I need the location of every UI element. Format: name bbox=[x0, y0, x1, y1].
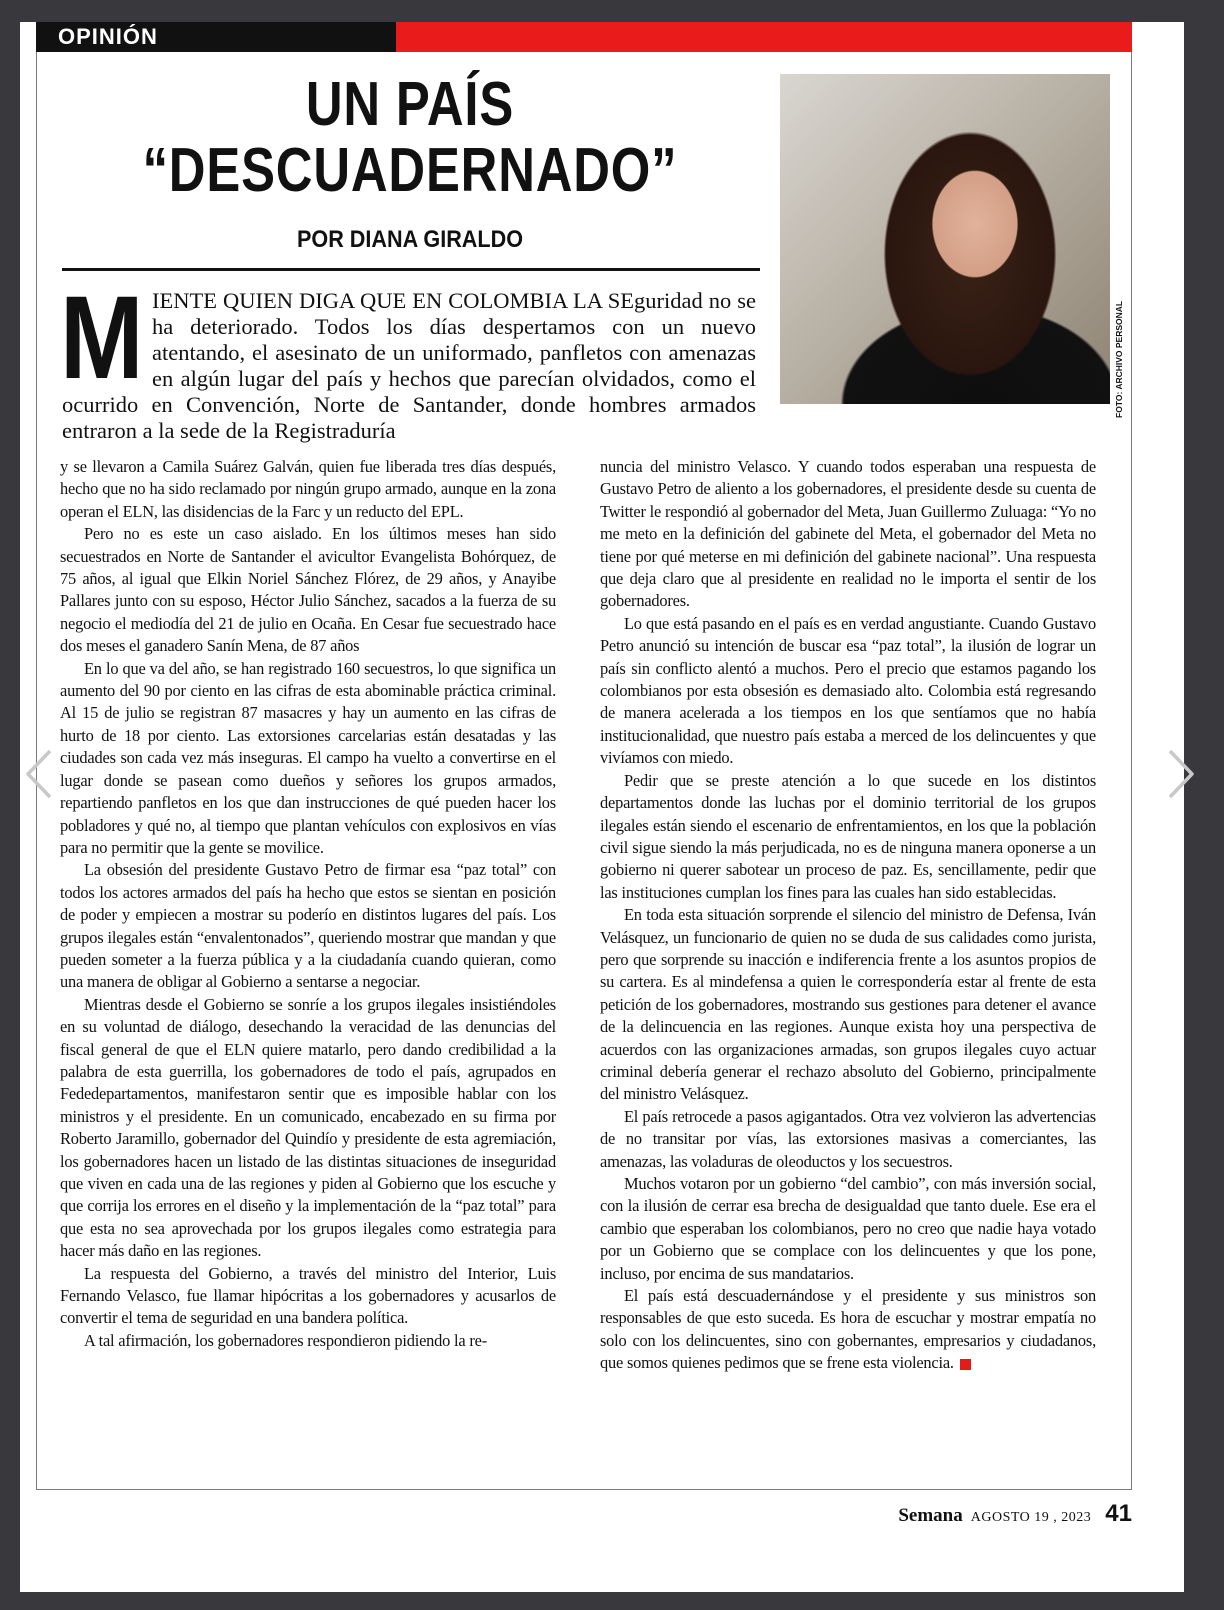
lead-text: IENTE QUIEN DIGA QUE EN COLOMBIA LA SEguridad no se ha deteriorado. Todos los días despertamos con un nuevo atentando, el asesinato de un uniformado, panfletos con amenazas en algún lugar del país y hechos que parecían olvidados, como el ocurrido en Convención, Norte de Santander, donde hombres armados entraron a la sede de la Registraduría bbox=[62, 288, 756, 443]
section-accent-bar bbox=[396, 22, 1132, 52]
previous-page-button[interactable] bbox=[24, 748, 54, 800]
headline-divider bbox=[62, 268, 760, 271]
end-mark-icon bbox=[960, 1359, 971, 1370]
headline-line-1: UN PAÍS bbox=[305, 70, 515, 139]
footer-brand: Semana bbox=[898, 1505, 963, 1526]
paragraph: Muchos votaron por un gobierno “del cambio”, con más inversión social, con la ilusión de cerrar esa brecha de desigualdad que tanto duele. Ese era el cambio que esperaban los colombianos, pero no creo que nadie haya votado por un Gobierno que se complace con los delincuentes y que los pone, incluso, por encima de sus mandatarios. bbox=[600, 1174, 1096, 1283]
article-headline bbox=[123, 72, 697, 204]
paragraph: El país retrocede a pasos agigantados. Otra vez volvieron las advertencias de no transitar por vías, las extorsiones masivas a comerciantes, las amenazas, las voladuras de oleoductos y los secuestros. bbox=[600, 1106, 1096, 1171]
paragraph: Mientras desde el Gobierno se sonríe a los grupos ilegales insistiéndoles en su voluntad de diálogo, desechando la veracidad de las denuncias del fiscal general de que el ELN quiere matarlo, pero dando credibilidad a la palabra de esta guerrilla, los gobernadores de todo el país, agrupados en Fededepartamentos, manifestaron sentir que es imposible hablar con los ministros y el presidente. En un comunicado, encabezado en su firma por Roberto Jaramillo, gobernador del Quindío y presidente de esta agremiación, los gobernadores hacen un listado de las distintas situaciones de inseguridad que viven en cada una de las regiones y piden al Gobierno que los escuche y que corrija los errores en el diseño y la implementación de la “paz total” para que esta no sea aprovechada por los grupos ilegales como estrategia para hacer más daño en las regiones. bbox=[60, 994, 556, 1261]
paragraph: A tal afirmación, los gobernadores respondieron pidiendo la re- bbox=[84, 1330, 487, 1350]
paragraph: y se llevaron a Camila Suárez Galván, quien fue liberada tres días después, hecho que no ha sido reclamado por ningún grupo armado, aunque en la zona operan el ELN, las disidencias de la Farc y un reducto del EPL. bbox=[60, 457, 556, 521]
lead-paragraph bbox=[60, 272, 756, 444]
paragraph: En toda esta situación sorprende el silencio del ministro de Defensa, Iván Velásquez, un funcionario de quien no se duda de sus calidades como jurista, pero que sorprende su inacción e indiferencia frente a los asuntos propios de su cartera. Es al mindefensa a quien le correspondería estar al frente de esta petición de los gobernadores, mostrando sus gestiones para detener el avance de la delincuencia en las regiones. Aunque exista hoy una perspectiva de acuerdos con las organizaciones armadas, son grupos ilegales cuyo actuar criminal debería generar el rechazo absoluto del Gobierno, principalmente del ministro Velásquez. bbox=[600, 905, 1096, 1104]
chevron-left-icon bbox=[24, 748, 54, 800]
article-column-1 bbox=[60, 456, 556, 1352]
photo-credit bbox=[1112, 290, 1126, 420]
section-bar bbox=[36, 22, 1132, 52]
paragraph: Lo que está pasando en el país es en verdad angustiante. Cuando Gustavo Petro anunció su intención de buscar esa “paz total”, la ilusión de lograr un país sin conflicto alentó a muchos. Pero el precio que estamos pagando los colombianos por esta obsesión es demasiado alto. Colombia está regresando de manera acelerada a los tiempos en los que sentíamos que no había institucionalidad, que nuestro país estaba a merced de los delincuentes y que vivíamos con miedo. bbox=[600, 613, 1096, 768]
next-page-button[interactable] bbox=[1166, 748, 1196, 800]
drop-cap: M bbox=[60, 272, 144, 404]
footer-date: AGOSTO 19 , 2023 bbox=[970, 1510, 1092, 1525]
chevron-right-icon bbox=[1166, 748, 1196, 800]
paragraph: En lo que va del año, se han registrado 160 secuestros, lo que significa un aumento del 90 por ciento en las cifras de esta abominable práctica criminal. Al 15 de julio se registran 87 masacres y hay un aumento en las cifras de hurto de 18 por ciento. Las extorsiones carcelarias están desatadas y las ciudades son cada vez más inseguras. El campo ha vuelto a convertirse en el lugar donde se pasean como dueños y señores los grupos armados, repartiendo panfletos en los que dan instrucciones de qué pueden hacer los pobladores y qué no, al tiempo que plantan vehículos con explosivos en vías para no permitir que la gente se movilice. bbox=[60, 658, 556, 857]
paragraph-text: El país está descuadernándose y el presidente y sus ministros son responsables de que esto suceda. Es hora de escuchar y mostrar empatía no solo con los delincuentes, sino con gobernantes, empresarios y ciudadanos, que somos quienes pedimos que se frene esta violencia. bbox=[600, 1286, 1096, 1373]
author-photo bbox=[780, 74, 1110, 404]
byline: POR DIANA GIRALDO bbox=[296, 226, 523, 253]
section-label: OPINIÓN bbox=[36, 22, 396, 52]
page-number: 41 bbox=[1105, 1500, 1132, 1527]
paragraph bbox=[600, 1285, 1096, 1375]
paragraph: Pedir que se preste atención a lo que sucede en los distintos departamentos donde las luchas por el dominio territorial de los grupos ilegales están siendo el escenario de enfrentamientos, en los que la población civil sigue siendo la más perjudicada, no es de ninguna manera oponerse a un gobierno ni querer sabotear un proceso de paz. Es, sencillamente, pedir que las instituciones cumplan los fines para las cuales han sido establecidas. bbox=[600, 770, 1096, 902]
headline-line-2: “DESCUADERNADO” bbox=[142, 136, 678, 205]
page-footer bbox=[898, 1500, 1132, 1528]
paragraph: La respuesta del Gobierno, a través del ministro del Interior, Luis Fernando Velasco, fue llamar hipócritas a los gobernadores y acusarlos de convertir el tema de seguridad en una bandera política. bbox=[60, 1263, 556, 1328]
paragraph: La obsesión del presidente Gustavo Petro de firmar esa “paz total” con todos los actores armados del país ha hecho que estos se sientan en posición de poder y empiecen a mostrar su poderío en distintos lugares del país. Los grupos ilegales están “envalentonados”, queriendo mostrar que mandan y que pueden someter a la fuerza pública y a la ciudadanía cuando quieran, como una manera de obligar al Gobierno a sentarse a negociar. bbox=[60, 860, 556, 992]
paragraph: Pero no es este un caso aislado. En los últimos meses han sido secuestrados en Norte de Santander el avicultor Evangelista Bohórquez, de 75 años, al igual que Elkin Noriel Sánchez Flórez, de 29 años, y Anayibe Pallares junto con su esposo, Héctor Julio Sánchez, sacados a la fuerza de su negocio el mediodía del 21 de julio en Ocaña. En Cesar fue secuestrado hace dos meses el ganadero Sanín Mena, de 87 años bbox=[60, 524, 556, 656]
photo-credit-text: FOTO: ARCHIVO PERSONAL bbox=[1114, 300, 1124, 418]
article-column-2 bbox=[600, 456, 1096, 1375]
paragraph: nuncia del ministro Velasco. Y cuando todos esperaban una respuesta de Gustavo Petro de aliento a los gobernadores, el presidente desde su cuenta de Twitter le respondió al gobernador del Meta, Juan Guillermo Zuluaga: “Yo no me meto en la definición del gabinete del Meta, el gobernador del Meta no tiene por qué meterse en mi definición del gabinete nacional”. Una respuesta que deja claro que al presidente en realidad no le importa el sentir de los gobernadores. bbox=[600, 457, 1096, 611]
